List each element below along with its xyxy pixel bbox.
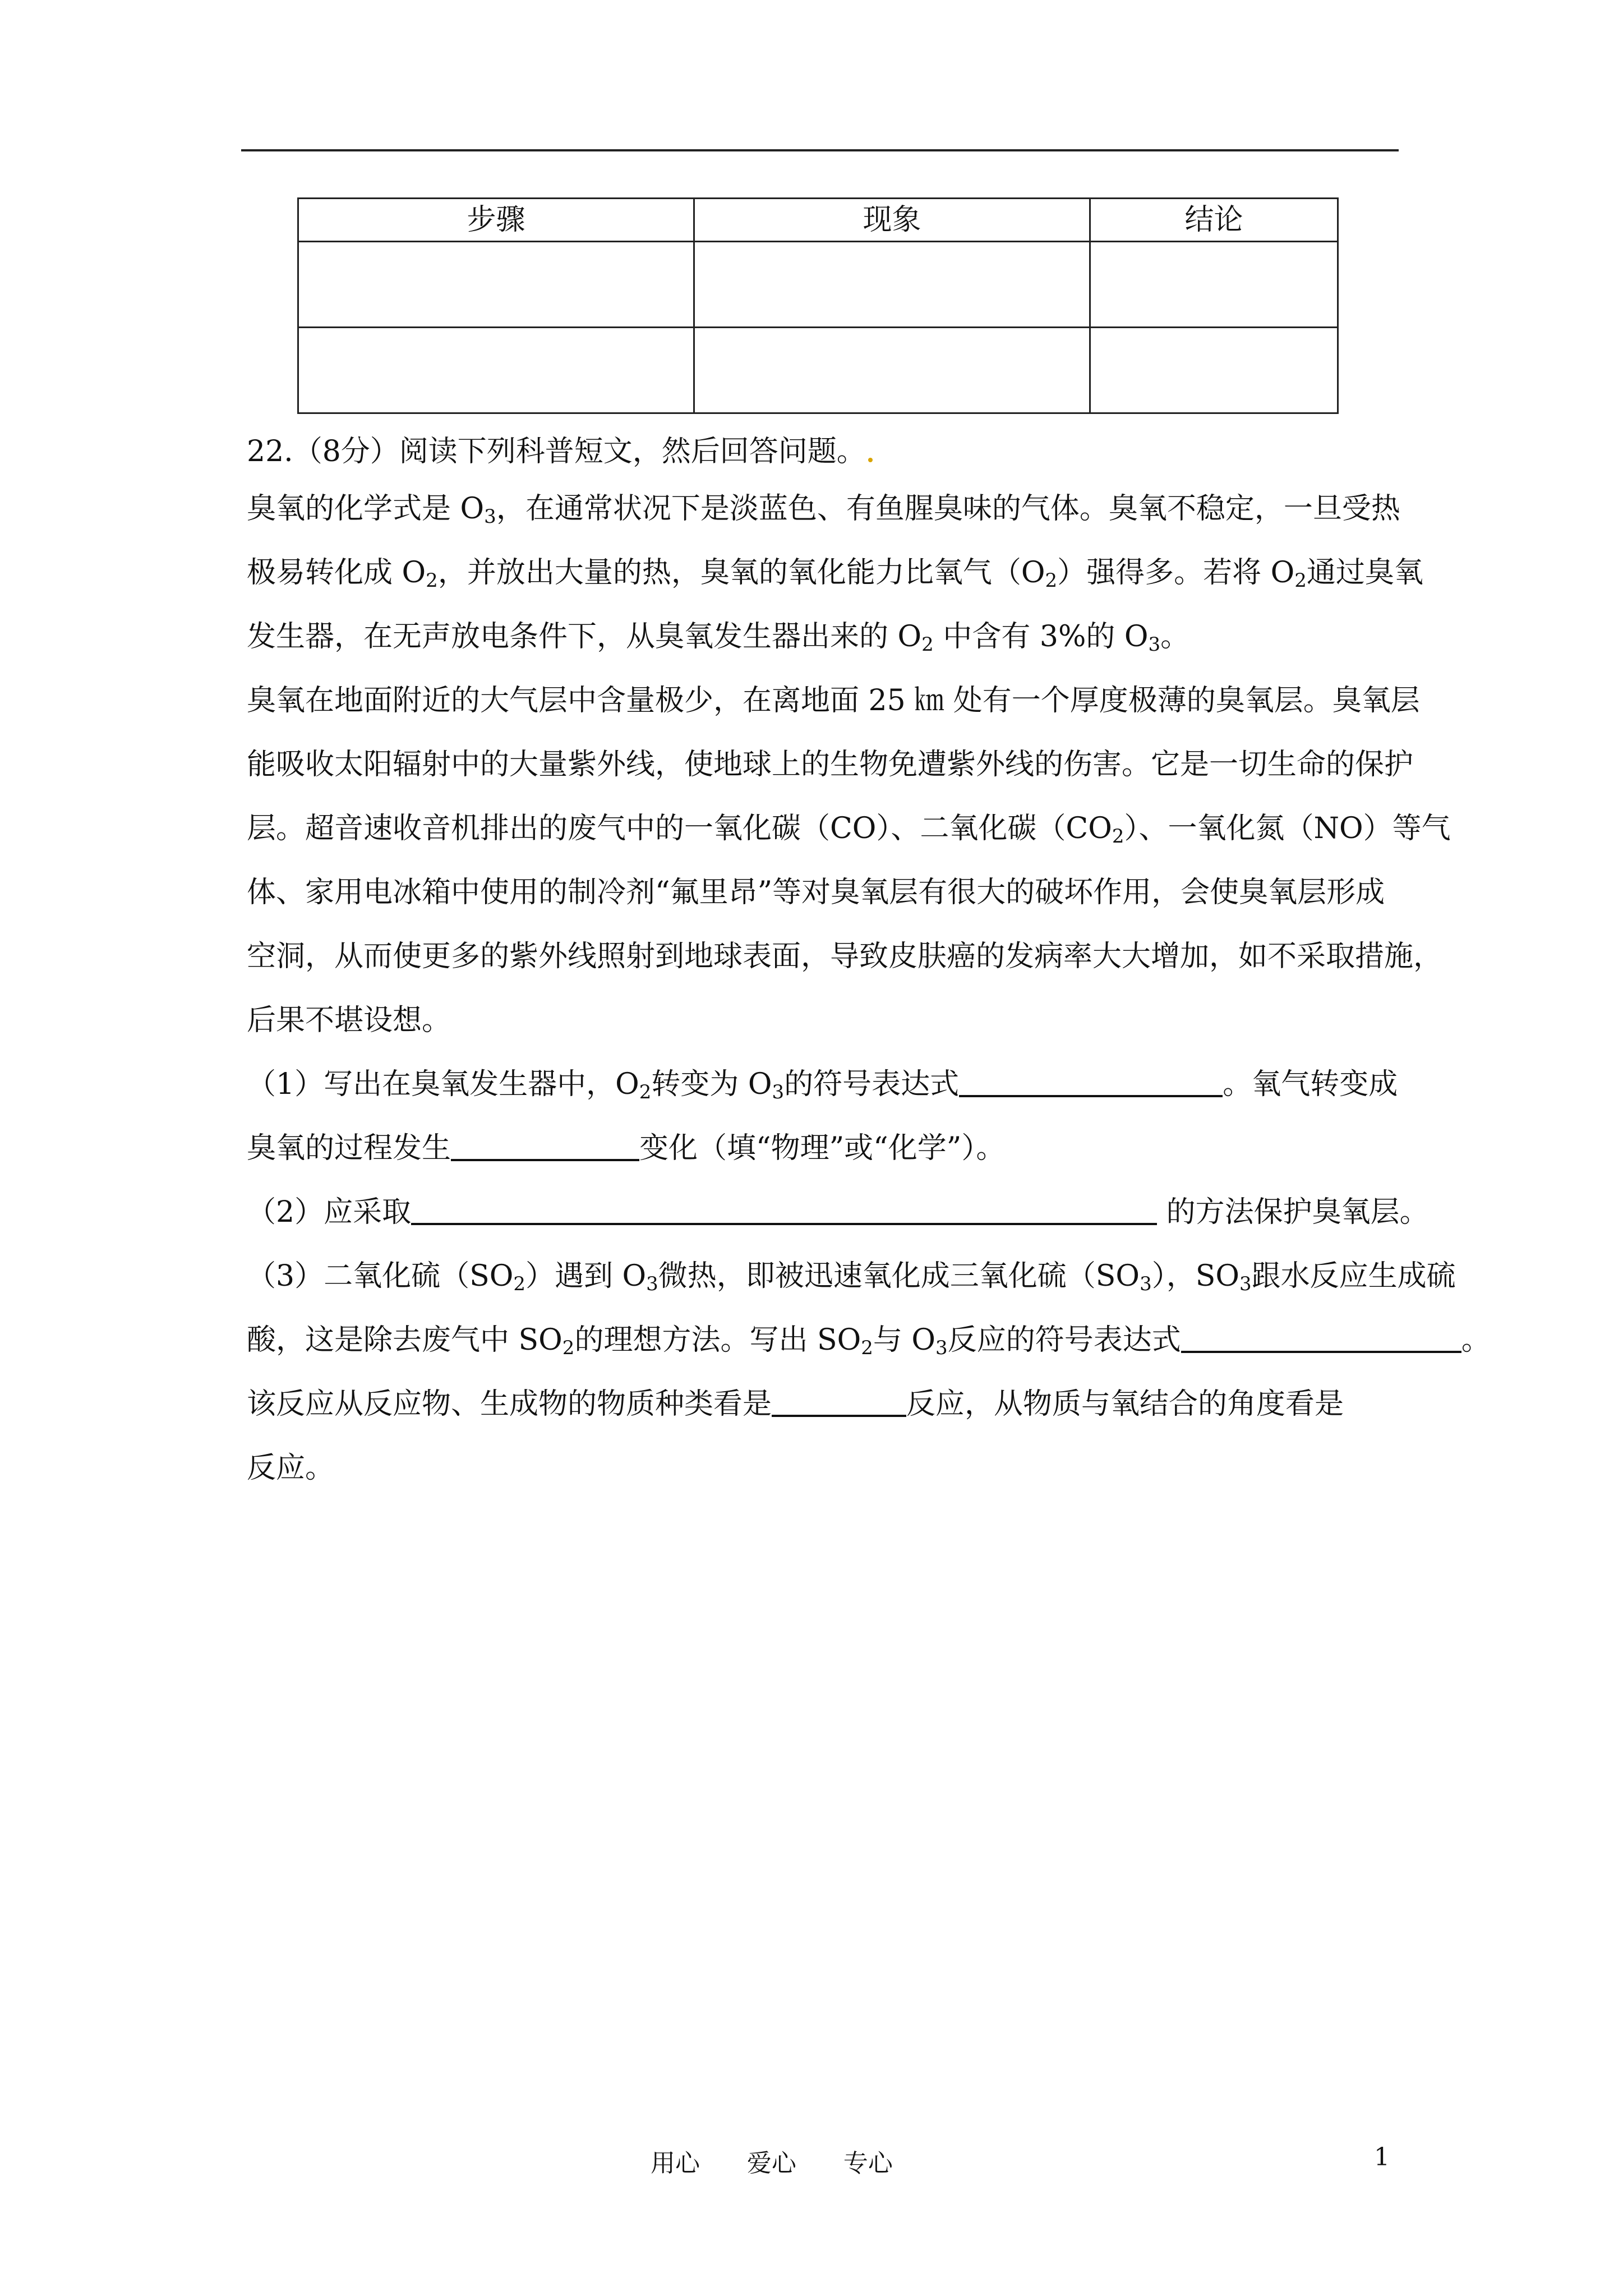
subquestion-1: （1）写出在臭氧发生器中，$O_2$转变为 $O_3$的符号表达式 。氧气转变成 <box>247 1068 1398 1103</box>
answer-blank[interactable] <box>959 1067 1223 1097</box>
paragraph-line: 体、家用电冰箱中使用的制冷剂“氟里昂”等对臭氧层有很大的破坏作用，会使臭氧层形成 <box>247 876 1385 909</box>
paragraph-line: 层。超音速收音机排出的废气中的一氧化碳（CO）、二氧化碳$(CO_2)$、一氧化氮（NO）等气 <box>247 812 1451 848</box>
header-rule <box>241 149 1399 151</box>
paragraph-line: 能吸收太阳辐射中的大量紫外线，使地球上的生物免遭紫外线的伤害。它是一切生命的保护 <box>247 748 1414 781</box>
table-cell[interactable] <box>298 242 694 328</box>
table-cell[interactable] <box>298 328 694 413</box>
answer-blank[interactable] <box>411 1195 1157 1225</box>
table-cell[interactable] <box>1090 242 1338 328</box>
paragraph-line: 臭氧在地面附近的大气层中含量极少，在离地面 25 ㎞ 处有一个厚度极薄的臭氧层。臭氧层 <box>247 684 1420 717</box>
table-header-phenomenon: 现象 <box>694 199 1090 242</box>
table-cell[interactable] <box>694 242 1090 328</box>
subquestion-3-cont: 反应。 <box>247 1451 335 1485</box>
table-header-conclusion: 结论 <box>1090 199 1338 242</box>
table-cell[interactable] <box>1090 328 1338 413</box>
answer-blank[interactable] <box>451 1131 639 1161</box>
table-cell[interactable] <box>694 328 1090 413</box>
subquestion-3: （3）二氧化硫$(SO_2)$遇到 $O_3$微热，即被迅速氧化成三氧化硫$(SO_3)$，$SO_3$跟水反应生成硫 <box>247 1259 1456 1295</box>
question-heading: 22.（8分）阅读下列科普短文，然后回答问题。 <box>247 426 1441 477</box>
paragraph-line: 臭氧的化学式是 $O_3$，在通常状况下是淡蓝色、有鱼腥臭味的气体。臭氧不稳定，一旦受热 <box>247 492 1400 528</box>
footer-motto: 用心 爱心 专心 <box>651 2149 893 2178</box>
paragraph-line: 发生器，在无声放电条件下，从臭氧发生器出来的 $O_2$ 中含有 3%的 $O_3$。 <box>247 620 1190 656</box>
paragraph-line: 后果不堪设想。 <box>247 1004 451 1037</box>
table-header-row <box>298 199 1338 242</box>
paragraph-line: 极易转化成 $O_2$，并放出大量的热，臭氧的氧化能力比氧气$(O_2)$强得多。若将 $O_2$通过臭氧 <box>247 556 1423 592</box>
answer-blank[interactable] <box>1181 1323 1461 1353</box>
subquestion-1-cont: 臭氧的过程发生 变化（填“物理”或“化学”）。 <box>247 1131 1006 1165</box>
table-row <box>298 328 1338 413</box>
paragraph-line: 空洞，从而使更多的紫外线照射到地球表面，导致皮肤癌的发病率大大增加，如不采取措施， <box>247 940 1443 973</box>
question-content <box>247 426 1491 1500</box>
page-number: 1 <box>1374 2143 1390 2171</box>
table-row <box>298 242 1338 328</box>
subquestion-3-cont: 酸，这是除去废气中 $SO_2$的理想方法。写出 $SO_2$与 $O_3$反应的符号表达式 。 <box>247 1323 1491 1359</box>
table-header-steps: 步骤 <box>298 199 694 242</box>
experiment-table <box>297 197 1339 414</box>
answer-blank[interactable] <box>772 1387 906 1417</box>
subquestion-2: （2）应采取 的方法保护臭氧层。 <box>247 1195 1429 1229</box>
dot-mark <box>868 458 873 462</box>
subquestion-3-cont: 该反应从反应物、生成物的物质种类看是 反应，从物质与氧结合的角度看是 <box>247 1387 1344 1421</box>
